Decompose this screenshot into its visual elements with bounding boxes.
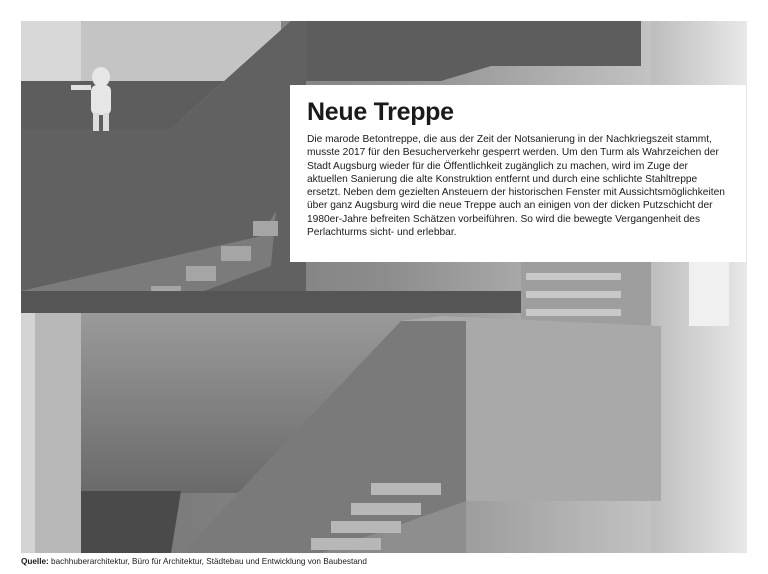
article-text-box xyxy=(290,85,746,262)
source-text: bachhuberarchitektur, Büro für Architektur, Städtebau und Entwicklung von Baubestand xyxy=(51,557,367,566)
source-caption xyxy=(21,557,367,566)
article-body: Die marode Betontreppe, die aus der Zeit der Notsanierung in der Nachkriegszeit stammt, musste 2017 für den Besucherverkehr gesperrt werden. Um den Turm als Wahrzeichen der Stadt Augsburg wieder für die Öffentlichkeit zugänglich zu machen, wird im Zuge der aktuellen Sanierung die alte Konstruktion entfernt und durch eine schlichte Stahltreppe ersetzt. Neben dem gezielten Ansteuern der historischen Fenster mit Aussichtsmöglichkeiten über ganz Augsburg wird die neue Treppe auch an einigen von der dicken Putzschicht der 1980er-Jahre befreiten Schätzen vorbeiführen. So wird die bewegte Vergangenheit des Perlachturms sicht- und erlebbar. xyxy=(307,134,725,239)
source-label: Quelle: xyxy=(21,557,49,566)
article-title: Neue Treppe xyxy=(307,98,454,126)
